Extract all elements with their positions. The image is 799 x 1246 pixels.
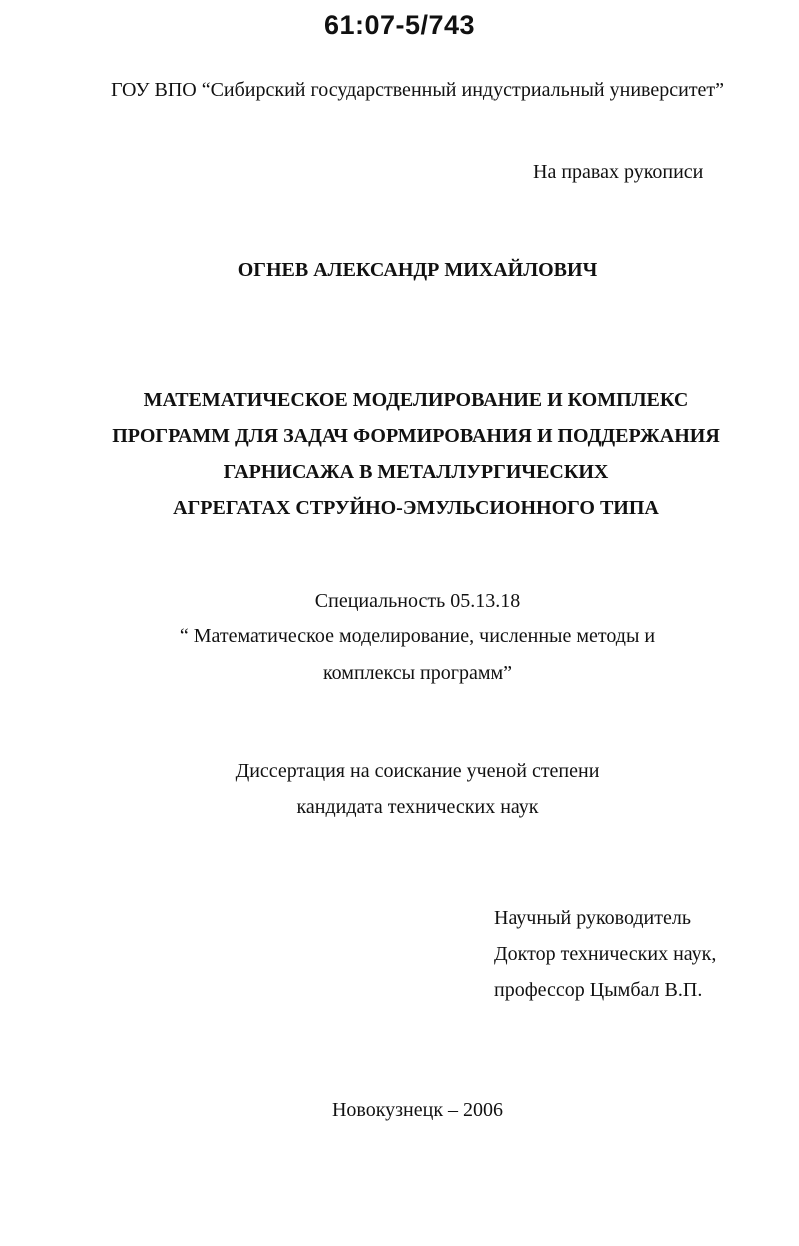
place-and-year: Новокузнецк – 2006 [331,1099,504,1121]
specialty-name-cont: комплексы программ” [322,662,513,684]
degree-name: кандидата технических наук [296,796,539,818]
specialty-code: Специальность 05.13.18 [314,590,521,612]
title-line: МАТЕМАТИЧЕСКОЕ МОДЕЛИРОВАНИЕ И КОМПЛЕКС [143,389,689,411]
title-line: АГРЕГАТАХ СТРУЙНО-ЭМУЛЬСИОННОГО ТИПА [173,497,659,519]
dissertation-title [0,382,799,526]
institution-name: ГОУ ВПО “Сибирский государственный индустриальный университет” [110,79,725,101]
supervisor-degree: Доктор технических наук, [494,943,717,965]
archive-stamp-number: 61:07-5/743 [323,10,476,40]
author-name: ОГНЕВ АЛЕКСАНДР МИХАЙЛОВИЧ [237,259,598,281]
specialty-name: “ Математическое моделирование, численные методы и [179,625,656,647]
title-line: ГАРНИСАЖА В МЕТАЛЛУРГИЧЕСКИХ [223,461,609,483]
supervisor-block [494,900,716,1008]
title-line: ПРОГРАММ ДЛЯ ЗАДАЧ ФОРМИРОВАНИЯ И ПОДДЕРЖАНИЯ [112,425,720,447]
manuscript-note: На правах рукописи [533,161,704,183]
supervisor-label: Научный руководитель [494,907,691,929]
dissertation-purpose: Диссертация на соискание ученой степени [235,760,600,782]
supervisor-name: профессор Цымбал В.П. [494,979,703,1001]
